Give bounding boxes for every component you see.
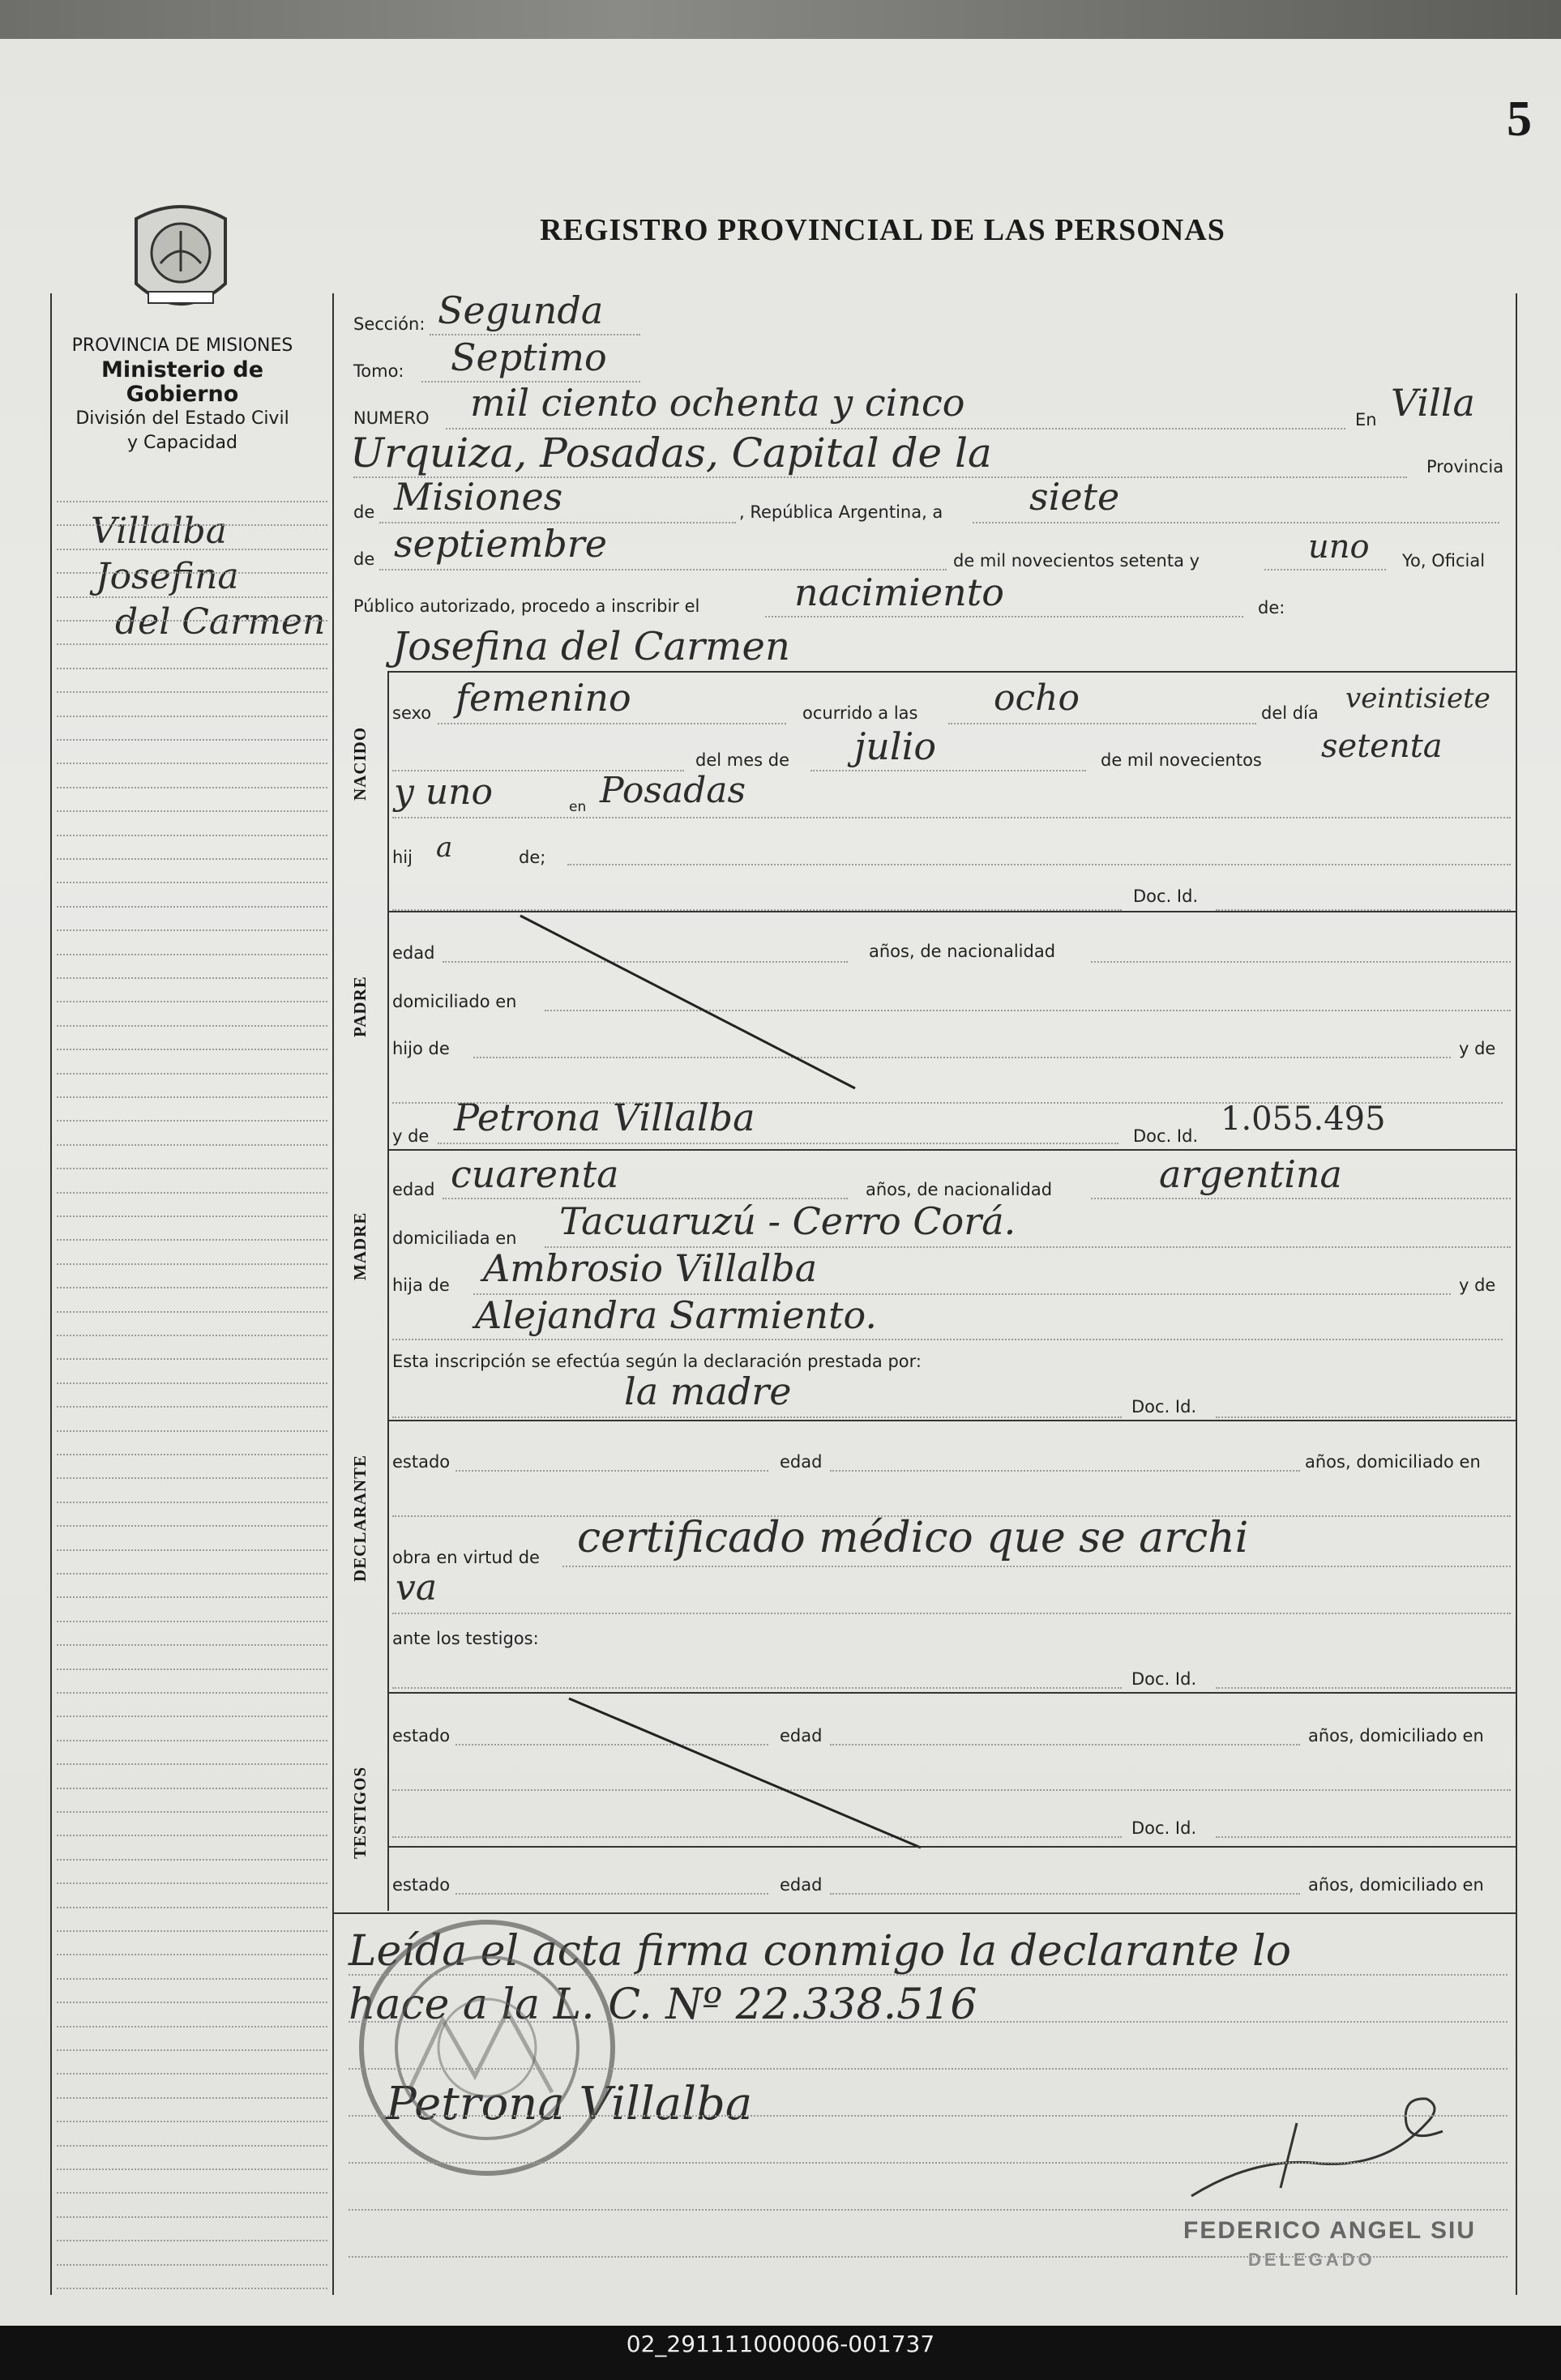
- margin-rule-line: [57, 2026, 327, 2027]
- label-padre-dom: domiciliado en: [392, 992, 517, 1011]
- field-nota-1: Leída el acta firma conmigo la declarante lo: [349, 1927, 1292, 1976]
- label-madre-yde2: y de: [1459, 1275, 1496, 1295]
- label-doc-4: Doc. Id.: [1131, 1669, 1197, 1689]
- margin-rule-line: [57, 2097, 327, 2099]
- margin-rule-line: [57, 2168, 327, 2170]
- margin-rule-line: [57, 1477, 327, 1479]
- rule-decl-estado: [455, 1470, 768, 1472]
- margin-rule-line: [57, 1502, 327, 1503]
- margin-rule-line: [57, 1001, 327, 1002]
- label-madre-edad: edad: [392, 1180, 435, 1199]
- field-tomo: Septimo: [451, 335, 607, 379]
- margin-rule-line: [57, 954, 327, 955]
- label-provincia: Provincia: [1426, 457, 1504, 476]
- rule-anio: [1264, 569, 1386, 570]
- margin-rule-line: [57, 763, 327, 764]
- top-strip: [0, 0, 1561, 39]
- margin-rule-line: [57, 1692, 327, 1694]
- rule-test-edad-2: [830, 1893, 1300, 1895]
- margin-rule-line: [57, 906, 327, 908]
- label-padre-edad: edad: [392, 943, 435, 963]
- field-madre-edad: cuarenta: [451, 1152, 619, 1196]
- label-en: En: [1355, 410, 1377, 429]
- margin-rule-line: [57, 1954, 327, 1955]
- margin-rule-line: [57, 1168, 327, 1169]
- margin-rule-line: [57, 1716, 327, 1717]
- label-yo: Yo, Oficial: [1402, 551, 1486, 570]
- margin-rule-line: [57, 1835, 327, 1836]
- margin-rule-line: [57, 1216, 327, 1217]
- rule-doc-4: [1216, 1687, 1511, 1689]
- margin-note-given: Josefina: [96, 556, 239, 597]
- margin-rule-line: [57, 1049, 327, 1050]
- rule-madre-nombre: [438, 1143, 1118, 1144]
- field-dia-nac: veintisiete: [1345, 682, 1490, 715]
- field-hij-suffix: a: [436, 831, 453, 864]
- rule-testigos-2: [387, 1846, 1516, 1848]
- margin-rule-line: [57, 1287, 327, 1288]
- stamp-name: FEDERICO ANGEL SIU: [1183, 2217, 1477, 2244]
- rule-mes-nac: [810, 770, 1086, 771]
- margin-rule-line: [57, 1573, 327, 1575]
- field-seccion: Segunda: [438, 288, 604, 332]
- field-madre-madre: Alejandra Sarmiento.: [475, 1293, 878, 1337]
- rule-hora: [948, 723, 1256, 724]
- margin-rule-line: [57, 1549, 327, 1551]
- rule-nacido-top: [387, 671, 1516, 673]
- label-decl-estado: estado: [392, 1452, 451, 1472]
- field-sexo: femenino: [455, 676, 631, 720]
- label-padre-hijo: hijo de: [392, 1039, 450, 1058]
- field-madre-padre: Ambrosio Villalba: [483, 1246, 818, 1290]
- rule-madre-nac: [1091, 1198, 1511, 1199]
- label-test-estado-2: estado: [392, 1875, 451, 1895]
- margin-note-surname: Villalba: [91, 511, 227, 552]
- margin-rule-line: [57, 2002, 327, 2003]
- label-hij: hij: [392, 848, 413, 867]
- label-del-mes: del mes de: [695, 750, 790, 770]
- official-signature: [1183, 2074, 1459, 2212]
- field-provincia: Misiones: [394, 475, 563, 519]
- field-lugar: Urquiza, Posadas, Capital de la: [350, 429, 992, 476]
- margin-rule-line: [57, 1335, 327, 1336]
- page-title: REGISTRO PROVINCIAL DE LAS PERSONAS: [540, 213, 1225, 247]
- label-madre-dom: domiciliada en: [392, 1228, 517, 1248]
- rule-testigos-top: [387, 1692, 1516, 1694]
- margin-rule-line: [57, 1073, 327, 1075]
- margin-rule-line: [57, 1120, 327, 1122]
- label-mil: de mil novecientos setenta y: [953, 551, 1200, 570]
- field-acto: nacimiento: [794, 570, 1004, 614]
- form-right-rule: [1516, 293, 1517, 2295]
- label-numero: NUMERO: [353, 408, 430, 428]
- label-decl-anios: años, domiciliado en: [1305, 1452, 1481, 1472]
- org-block: [42, 334, 323, 455]
- field-firma: Petrona Villalba: [386, 2078, 753, 2130]
- section-madre: MADRE: [350, 1211, 370, 1280]
- field-obra: certificado médico que se archi: [577, 1514, 1249, 1562]
- org-province: PROVINCIA DE MISIONES: [71, 335, 293, 356]
- margin-rule-line: [57, 2121, 327, 2122]
- margin-rule-line: [57, 1644, 327, 1646]
- note-rule-line: [349, 2021, 1508, 2023]
- note-rule-line: [349, 2068, 1508, 2070]
- label-ante: ante los testigos:: [392, 1629, 539, 1648]
- note-rule-line: [349, 2209, 1508, 2211]
- margin-rule-line: [57, 1192, 327, 1194]
- label-de-1: de: [353, 502, 375, 522]
- org-ministry: Ministerio de Gobierno: [101, 357, 264, 407]
- page-number: 5: [1507, 92, 1532, 147]
- note-rule-line: [349, 2115, 1508, 2117]
- label-madre-nac: años, de nacionalidad: [866, 1180, 1053, 1199]
- label-doc-1: Doc. Id.: [1133, 887, 1199, 906]
- label-padre-yde: y de: [1459, 1039, 1496, 1058]
- label-sexo: sexo: [392, 703, 432, 723]
- margin-rule-line: [57, 1859, 327, 1861]
- margin-right-rule: [332, 293, 334, 2295]
- margin-rule-line: [57, 882, 327, 883]
- margin-rule-line: [57, 1454, 327, 1455]
- margin-rule-line: [57, 2216, 327, 2218]
- margin-rule-line: [57, 524, 327, 526]
- rule-dia: [973, 522, 1499, 523]
- margin-note-middle: del Carmen: [115, 601, 326, 643]
- margin-rule-line: [57, 1382, 327, 1384]
- rule-ante: [392, 1687, 1122, 1689]
- field-madre-nac: argentina: [1159, 1152, 1342, 1196]
- rule-sexo: [438, 723, 786, 724]
- label-doc-2: Doc. Id.: [1133, 1126, 1199, 1146]
- margin-rule-line: [57, 810, 327, 812]
- margin-rule-line: [57, 2288, 327, 2289]
- org-division: División del Estado Civil: [75, 408, 289, 429]
- rule-doc-5: [1216, 1836, 1511, 1838]
- margin-rule-line: [57, 1263, 327, 1265]
- rule-madre-top: [387, 1149, 1516, 1151]
- label-test-edad: edad: [780, 1726, 823, 1745]
- margin-rule-line: [57, 1669, 327, 1670]
- field-nombre: Josefina del Carmen: [392, 624, 790, 669]
- margin-rule-line: [57, 1525, 327, 1527]
- emblem-icon: [128, 194, 233, 324]
- label-en-small: en: [569, 799, 587, 815]
- label-de-semi: de;: [519, 848, 546, 867]
- label-republica: , República Argentina, a: [739, 502, 943, 522]
- margin-rule-line: [57, 1621, 327, 1622]
- label-ocurrido: ocurrido a las: [802, 703, 918, 723]
- field-mes-nac: julio: [854, 724, 937, 768]
- field-dia: siete: [1029, 475, 1120, 519]
- label-del-dia: del día: [1261, 703, 1319, 723]
- padre-strike-line: [519, 914, 859, 1092]
- margin-rule-line: [57, 835, 327, 836]
- note-rule-line: [349, 2256, 1508, 2258]
- rule-acto: [765, 616, 1243, 617]
- label-obra: obra en virtud de: [392, 1548, 540, 1567]
- margin-rule-line: [57, 2049, 327, 2051]
- margin-rule-line: [57, 501, 327, 502]
- field-numero: mil ciento ochenta y cinco: [470, 381, 965, 425]
- margin-rule-line: [57, 2073, 327, 2074]
- label-mil-nov: de mil novecientos: [1101, 750, 1262, 770]
- label-madre-hija: hija de: [392, 1275, 450, 1295]
- margin-rule-line: [57, 691, 327, 693]
- field-lugar-nac: Posadas: [600, 770, 746, 811]
- margin-rule-line: [57, 1882, 327, 1884]
- field-anio: uno: [1308, 528, 1370, 566]
- margin-rule-line: [57, 1025, 327, 1027]
- label-doc-5: Doc. Id.: [1131, 1818, 1197, 1838]
- field-hora: ocho: [994, 677, 1080, 719]
- section-rule: [387, 671, 389, 1911]
- field-declarante: la madre: [624, 1369, 792, 1413]
- margin-rule-line: [57, 1788, 327, 1789]
- margin-rule-line: [57, 549, 327, 550]
- label-esta-inscripcion: Esta inscripción se efectúa según la declaración prestada por:: [392, 1352, 922, 1371]
- field-mes: septiembre: [394, 522, 607, 566]
- stamp-sub: DELEGADO: [1248, 2250, 1375, 2270]
- margin-rule-line: [57, 1311, 327, 1313]
- rule-decl-edad: [830, 1470, 1300, 1472]
- field-anio-nac-2: y uno: [394, 771, 494, 813]
- rule-madre-5: [392, 1339, 1503, 1340]
- margin-rule-line: [57, 1907, 327, 1908]
- label-tomo: Tomo:: [353, 361, 404, 381]
- rule-test-2: [392, 1789, 1511, 1791]
- margin-rule-line: [57, 1239, 327, 1241]
- rule-declarante-top: [387, 1420, 1516, 1421]
- margin-rule-line: [57, 1978, 327, 1980]
- rule-test-estado-2: [455, 1893, 768, 1895]
- margin-rule-line: [57, 739, 327, 741]
- margin-rule-line: [57, 716, 327, 717]
- rule-padre-top: [387, 911, 1516, 912]
- label-de-2: de: [353, 549, 375, 569]
- field-madre-dom: Tacuaruzú - Cerro Corá.: [559, 1199, 1016, 1243]
- margin-rule-line: [57, 643, 327, 645]
- label-test-anios: años, domiciliado en: [1308, 1726, 1484, 1745]
- margin-rule-line: [57, 668, 327, 669]
- rule-padre-nac: [1091, 961, 1511, 963]
- note-rule-line: [349, 1974, 1508, 1976]
- label-madre-yde: y de: [392, 1126, 430, 1146]
- margin-rule-line: [57, 1930, 327, 1932]
- margin-rule-line: [57, 1144, 327, 1146]
- section-declarante: DECLARANTE: [350, 1454, 370, 1582]
- label-padre-nac: años, de nacionalidad: [869, 942, 1056, 961]
- margin-rule-line: [57, 1596, 327, 1598]
- rule-doc-3: [1216, 1416, 1511, 1418]
- margin-rule-line: [57, 1430, 327, 1432]
- rule-nacido-4: [567, 864, 1511, 865]
- field-obra-2: va: [396, 1567, 438, 1609]
- rule-nacido-3: [392, 817, 1511, 818]
- margin-rule-line: [57, 1358, 327, 1360]
- section-nacido: NACIDO: [350, 726, 370, 801]
- margin-rule-line: [57, 2240, 327, 2241]
- footer-filename: 02_291111000006-001737: [0, 2326, 1561, 2380]
- round-seal-icon: [353, 1914, 621, 2181]
- label-test-anios-2: años, domiciliado en: [1308, 1875, 1484, 1895]
- field-madre-doc: 1.055.495: [1221, 1100, 1386, 1138]
- rule-declarante: [392, 1416, 1122, 1418]
- margin-rule-line: [57, 977, 327, 979]
- label-test-estado: estado: [392, 1726, 451, 1745]
- margin-rule-line: [57, 787, 327, 788]
- margin-rule-line: [57, 2192, 327, 2194]
- label-test-edad-2: edad: [780, 1875, 823, 1895]
- margin-rule-line: [57, 620, 327, 622]
- margin-rule-line: [57, 572, 327, 574]
- margin-rule-line: [57, 2145, 327, 2147]
- label-publico: Público autorizado, procedo a inscribir el: [353, 596, 700, 616]
- rule-decl-4: [392, 1613, 1511, 1614]
- margin-rule-line: [57, 1096, 327, 1098]
- margin-rule-line: [57, 858, 327, 860]
- rule-obra: [562, 1566, 1511, 1567]
- margin-rule-line: [57, 1811, 327, 1813]
- margin-rule-line: [57, 596, 327, 598]
- org-division-2: y Capacidad: [127, 433, 237, 453]
- field-nota-2: hace a la L. C. Nº 22.338.516: [349, 1980, 977, 2029]
- margin-rule-line: [57, 1406, 327, 1408]
- section-testigos: TESTIGOS: [350, 1766, 370, 1859]
- margin-left-rule: [50, 293, 52, 2295]
- label-decl-edad: edad: [780, 1452, 823, 1472]
- margin-rule-line: [57, 2264, 327, 2266]
- margin-rule-line: [57, 1763, 327, 1765]
- field-en: Villa: [1391, 381, 1475, 425]
- margin-rule-line: [57, 1740, 327, 1741]
- margin-rule-line: [57, 929, 327, 931]
- testigos-strike-line: [567, 1697, 924, 1851]
- section-padre: PADRE: [350, 976, 370, 1037]
- label-de-colon: de:: [1258, 598, 1285, 617]
- note-rule-line: [349, 2162, 1508, 2164]
- field-anio-nac: setenta: [1321, 728, 1443, 765]
- label-seccion: Sección:: [353, 314, 426, 334]
- label-doc-3: Doc. Id.: [1131, 1397, 1197, 1416]
- field-madre-nombre: Petrona Villalba: [454, 1096, 755, 1139]
